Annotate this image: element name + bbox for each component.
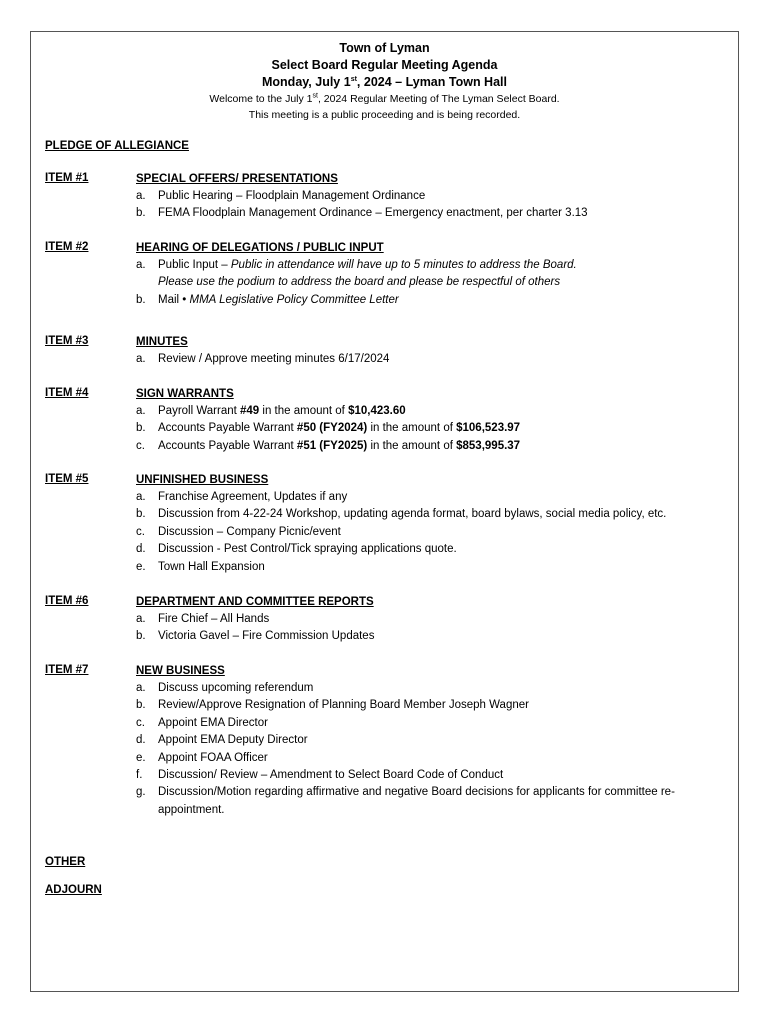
agenda-title: Select Board Regular Meeting Agenda <box>271 58 498 72</box>
list-item: b. Victoria Gavel – Fire Commission Updates <box>136 630 375 643</box>
list-item: a. Payroll Warrant #49 in the amount of $10,423.60 <box>136 405 406 417</box>
other-heading: OTHER <box>45 856 86 868</box>
list-item: a. Discuss upcoming referendum <box>136 682 314 694</box>
item-label: ITEM #2 <box>45 241 89 253</box>
list-item: c. Appoint EMA Director <box>136 716 268 729</box>
list-item: a. Fire Chief – All Hands <box>136 613 270 625</box>
list-item: b. Review/Approve Resignation of Planning Board Member Joseph Wagner <box>136 699 529 712</box>
item-title: NEW BUSINESS <box>136 665 225 677</box>
item-label: ITEM #6 <box>45 595 89 607</box>
list-item: f. Discussion/ Review – Amendment to Select Board Code of Conduct <box>136 769 504 782</box>
list-item: a. Franchise Agreement, Updates if any <box>136 491 348 503</box>
item-title: UNFINISHED BUSINESS <box>136 474 269 486</box>
list-item: a. Public Input – Public in attendance will have up to 5 minutes to address the Board. Please use the podium to address the board and please be respectful of others <box>136 259 577 289</box>
item-title: MINUTES <box>136 336 188 348</box>
list-item: e. Town Hall Expansion <box>136 560 265 573</box>
pledge-heading: PLEDGE OF ALLEGIANCE <box>45 140 189 152</box>
item-title: HEARING OF DELEGATIONS / PUBLIC INPUT <box>136 242 384 254</box>
item-label: ITEM #3 <box>45 335 89 347</box>
meeting-date: Monday, July 1st, 2024 – Lyman Town Hall <box>262 75 507 89</box>
item-title: SIGN WARRANTS <box>136 388 234 400</box>
list-item: g. Discussion/Motion regarding affirmative and negative Board decisions for applicants for committee re-appointment. <box>136 786 675 816</box>
list-item: b. Mail • MMA Legislative Policy Committee Letter <box>136 293 399 306</box>
list-item: a. Review / Approve meeting minutes 6/17/2024 <box>136 353 390 365</box>
item-label: ITEM #7 <box>45 664 89 676</box>
item-label: ITEM #5 <box>45 473 89 485</box>
welcome-line: Welcome to the July 1st, 2024 Regular Meeting of The Lyman Select Board. <box>209 92 560 105</box>
list-item: d. Appoint EMA Deputy Director <box>136 734 308 747</box>
list-item: b. Accounts Payable Warrant #50 (FY2024) in the amount of $106,523.97 <box>136 422 521 435</box>
list-item: c. Accounts Payable Warrant #51 (FY2025) in the amount of $853,995.37 <box>136 439 521 452</box>
list-item: b. Discussion from 4-22-24 Workshop, updating agenda format, board bylaws, social media policy, etc. <box>136 508 667 521</box>
adjourn-heading: ADJOURN <box>45 884 102 896</box>
list-item: d. Discussion - Pest Control/Tick spraying applications quote. <box>136 543 457 556</box>
list-item: c. Discussion – Company Picnic/event <box>136 525 341 538</box>
item-label: ITEM #1 <box>45 172 89 184</box>
list-item: e. Appoint FOAA Officer <box>136 751 268 764</box>
agenda-page <box>30 31 739 992</box>
list-item: b. FEMA Floodplain Management Ordinance – Emergency enactment, per charter 3.13 <box>136 207 588 220</box>
town-name: Town of Lyman <box>339 41 430 55</box>
list-item: a. Public Hearing – Floodplain Management Ordinance <box>136 190 426 202</box>
agenda-header <box>31 40 738 123</box>
item-label: ITEM #4 <box>45 387 89 399</box>
item-title: DEPARTMENT AND COMMITTEE REPORTS <box>136 596 374 608</box>
item-title: SPECIAL OFFERS/ PRESENTATIONS <box>136 173 338 185</box>
recording-notice: This meeting is a public proceeding and is being recorded. <box>248 109 521 121</box>
